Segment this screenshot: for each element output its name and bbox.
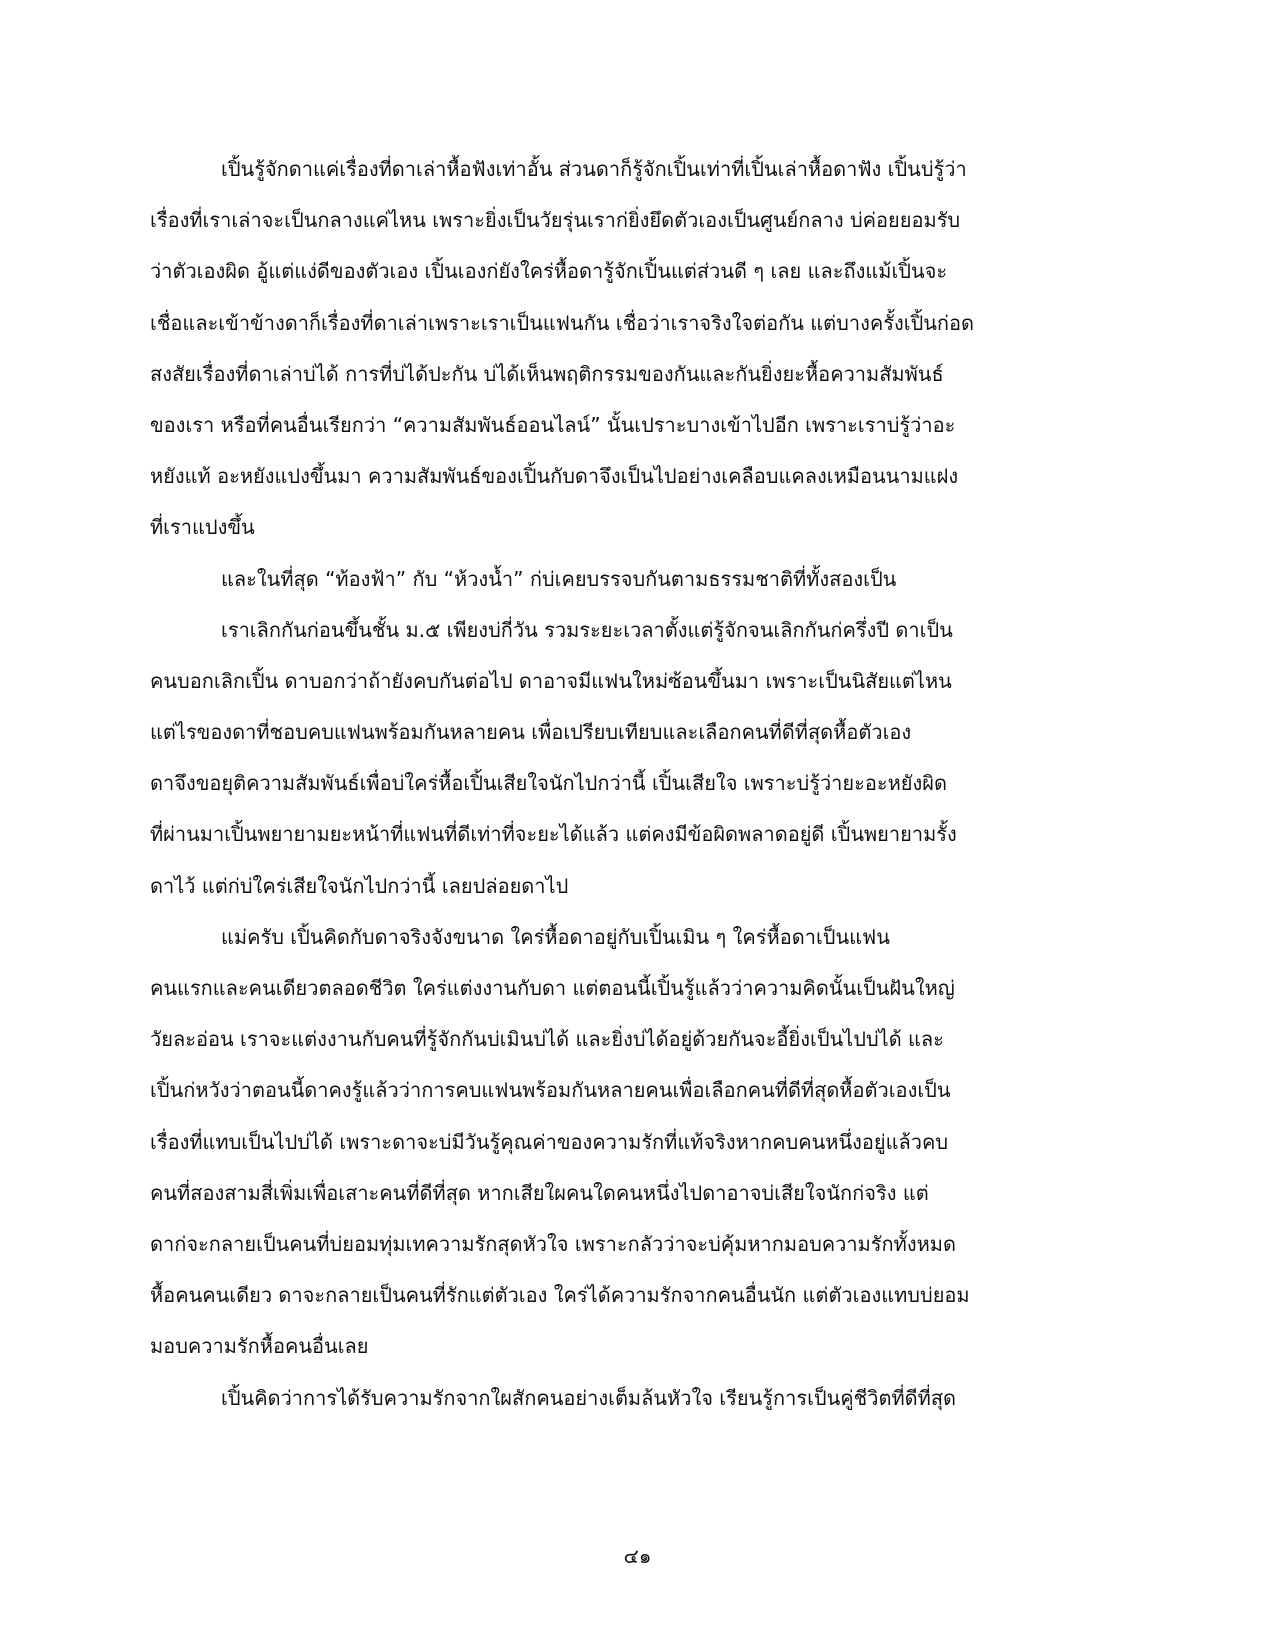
text-line: เรื่องที่แทบเป็นไปบ่ได้ เพราะดาจะบ่มีวันรู้คุณค่าของความรักที่แท้จริงหากคบคนหนึ่งอยู่แล้วคบ — [150, 1129, 949, 1154]
text-line: เรื่องที่เราเล่าจะเป็นกลางแค่ไหน เพราะยิ่งเป็นวัยรุ่นเราก่ยิ่งยึดตัวเองเป็นศูนย์กลาง บ่ค่อยยอมรับ — [150, 208, 961, 233]
text-line: คนบอกเลิกเปิ้น ดาบอกว่าถ้ายังคบกันต่อไป ดาอาจมีแฟนใหม่ซ้อนขึ้นมา เพราะเป็นนิสัยแต่ไหน — [150, 668, 952, 693]
text-line: ที่เราแปงขึ้น — [150, 515, 255, 540]
text-line: หื้อคนคนเดียว ดาจะกลายเป็นคนที่รักแต่ตัวเอง ใคร่ได้ความรักจากคนอื่นนัก แต่ตัวเองแทบบ่ยอม — [150, 1283, 970, 1308]
text-line: ดาไว้ แต่ก่บ่ใคร่เสียใจนักไปกว่านี้ เลยปล่อยดาไป — [150, 873, 569, 898]
page-number: ๔๑ — [623, 1544, 652, 1568]
body-text — [150, 150, 1030, 1430]
text-line: เราเลิกกันก่อนขึ้นชั้น ม.๕ เพียงบ่กี่วัน รวมระยะเวลาตั้งแต่รู้จักจนเลิกกันก่ครึ่งปี ดาเป็น — [221, 617, 953, 642]
text-line: มอบความรักหื้อคนอื่นเลย — [150, 1334, 369, 1359]
text-line: ดาก่จะกลายเป็นคนที่บ่ยอมทุ่มเทความรักสุดหัวใจ เพราะกลัวว่าจะบ่คุ้มหากมอบความรักทั้งหมด — [150, 1231, 956, 1256]
text-line: ดาจึงขอยุติความสัมพันธ์เพื่อบ่ใคร่หื้อเปิ้นเสียใจนักไปกว่านี้ เปิ้นเสียใจ เพราะบ่รู้ว่ายะอะหยังผิด — [150, 771, 947, 796]
text-line: คนที่สองสามสี่เพิ่มเพื่อเสาะคนที่ดีที่สุด หากเสียใผคนใดคนหนึ่งไปดาอาจบ่เสียใจนักก่จริง แต่ — [150, 1180, 929, 1205]
text-line: แต่ไรของดาที่ชอบคบแฟนพร้อมกันหลายคน เพื่อเปรียบเทียบและเลือกคนที่ดีที่สุดหื้อตัวเอง — [150, 720, 912, 745]
text-line: เปิ้นรู้จักดาแค่เรื่องที่ดาเล่าหื้อฟังเท่าอั้น ส่วนดาก็รู้จักเปิ้นเท่าที่เปิ้นเล่าหื้อดาฟัง เปิ้นบ่รู้ว่า — [221, 157, 967, 181]
text-line: เปิ้นคิดว่าการได้รับความรักจากใผสักคนอย่างเต็มล้นหัวใจ เรียนรู้การเป็นคู่ชีวิตที่ดีที่สุด — [221, 1385, 957, 1410]
text-line: แม่ครับ เปิ้นคิดกับดาจริงจังขนาด ใคร่หื้อดาอยู่กับเปิ้นเมิน ๆ ใคร่หื้อดาเป็นแฟน — [221, 924, 890, 949]
text-line: คนแรกและคนเดียวตลอดชีวิต ใคร่แต่งงานกับดา แต่ตอนนี้เปิ้นรู้แล้วว่าความคิดนั้นเป็นฝันใหญ่ — [150, 976, 955, 1000]
text-line: หยังแท้ อะหยังแปงขึ้นมา ความสัมพันธ์ของเปิ้นกับดาจึงเป็นไปอย่างเคลือบแคลงเหมือนนามแฝง — [150, 464, 959, 489]
text-line: เปิ้นก่หวังว่าตอนนี้ดาคงรู้แล้วว่าการคบแฟนพร้อมกันหลายคนเพื่อเลือกคนที่ดีที่สุดหื้อตัวเองเป็น — [150, 1078, 951, 1103]
text-line: ที่ผ่านมาเปิ้นพยายามยะหน้าที่แฟนที่ดีเท่าที่จะยะได้แล้ว แต่คงมีข้อผิดพลาดอยู่ดี เปิ้นพยายามรั้ง — [150, 822, 957, 847]
text-line: วัยละอ่อน เราจะแต่งงานกับคนที่รู้จักกันบ่เมินบ่ได้ และยิ่งบ่ได้อยู่ด้วยกันจะอี้ยิ่งเป็นไปบ่ได้ และ — [150, 1027, 944, 1052]
text-line: ว่าตัวเองผิด อู้แต่แง่ดีของตัวเอง เปิ้นเองก่ยังใคร่หื้อดารู้จักเปิ้นแต่ส่วนดี ๆ เลย และถึงแม้เปิ้นจะ — [150, 259, 948, 284]
text-line: และในที่สุด “ท้องฟ้า” กับ “ห้วงน้ำ” ก่บ่เคยบรรจบกันตามธรรมชาติที่ทั้งสองเป็น — [221, 566, 897, 591]
text-line: เชื่อและเข้าข้างดาก็เรื่องที่ดาเล่าเพราะเราเป็นแฟนกัน เชื่อว่าเราจริงใจต่อกัน แต่บางครั้งเปิ้นก่อด — [150, 310, 975, 335]
text-line: สงสัยเรื่องที่ดาเล่าบ่ได้ การที่บ่ได้ปะกัน บ่ได้เห็นพฤติกรรมของกันและกันยิ่งยะหื้อความสัมพันธ์ — [150, 361, 944, 386]
text-line: ของเรา หรือที่คนอื่นเรียกว่า “ความสัมพันธ์ออนไลน์” นั้นเปราะบางเข้าไปอีก เพราะเราบ่รู้ว่าอะ — [150, 412, 956, 437]
